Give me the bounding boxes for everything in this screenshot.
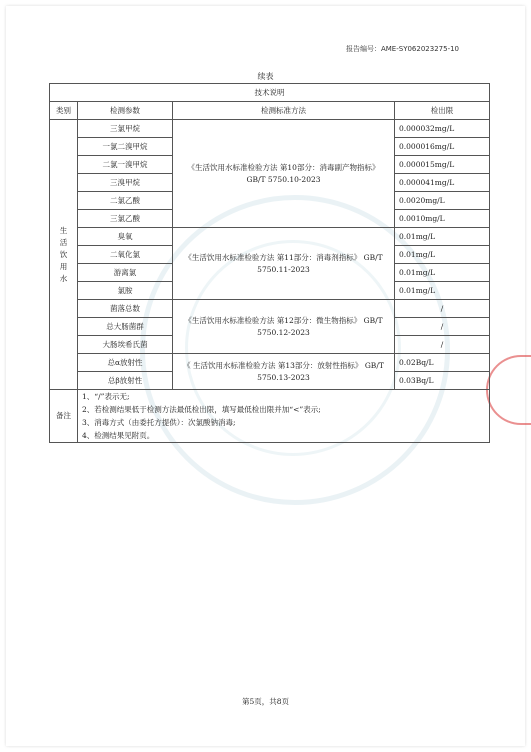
- param-cell: 游离氯: [78, 264, 173, 282]
- page-footer: 第5页，共8页: [241, 697, 290, 706]
- param-cell: 三氯乙酸: [78, 210, 173, 228]
- method-cell: 《 生活饮用水标准检验方法 第13部分：放射性指标》 GB/T 5750.13-2023: [173, 354, 395, 390]
- param-cell: 总β放射性: [78, 372, 173, 390]
- limit-cell: 0.0020mg/L: [395, 192, 490, 210]
- limit-cell: 0.01mg/L: [395, 228, 490, 246]
- limit-cell: 0.01mg/L: [395, 246, 490, 264]
- column-header-category: 类别: [50, 102, 78, 120]
- limit-cell: 0.02Bq/L: [395, 354, 490, 372]
- param-cell: 三溴甲烷: [78, 174, 173, 192]
- category-cell: [50, 120, 78, 390]
- limit-cell: 0.01mg/L: [395, 282, 490, 300]
- param-cell: 一氯二溴甲烷: [78, 138, 173, 156]
- notes-row: [50, 390, 490, 443]
- table-row: [50, 300, 490, 318]
- note-item: 2、若检测结果低于检测方法最低检出限，填写最低检出限并加“<”表示;: [82, 405, 321, 414]
- table-row: [50, 354, 490, 372]
- param-cell: 总α放射性: [78, 354, 173, 372]
- limit-cell: 0.01mg/L: [395, 264, 490, 282]
- notes-label: 备注: [50, 390, 78, 443]
- note-item: 4、检测结果见附页。: [82, 431, 155, 440]
- method-cell: 《生活饮用水标准检验方法 第11部分：消毒剂指标》 GB/T 5750.11-2023: [173, 228, 395, 300]
- param-cell: 二氯乙酸: [78, 192, 173, 210]
- param-cell: 氯胺: [78, 282, 173, 300]
- limit-cell: 0.000032mg/L: [395, 120, 490, 138]
- limit-cell: /: [395, 300, 490, 318]
- limit-cell: 0.000041mg/L: [395, 174, 490, 192]
- column-header-parameter: 检测参数: [78, 102, 173, 120]
- section-header: 技术说明: [50, 84, 490, 102]
- limit-cell: /: [395, 336, 490, 354]
- continued-table-title: 续表: [257, 72, 274, 81]
- method-cell: 《生活饮用水标准检验方法 第10部分：消毒副产物指标》 GB/T 5750.10-2023: [173, 120, 395, 228]
- param-cell: 大肠埃希氏菌: [78, 336, 173, 354]
- report-number: 报告编号：AME-SY062023275-10: [345, 45, 459, 53]
- param-cell: 二氯一溴甲烷: [78, 156, 173, 174]
- limit-cell: /: [395, 318, 490, 336]
- technical-description-table: [49, 83, 490, 443]
- column-header-limit: 检出限: [395, 102, 490, 120]
- method-cell: 《生活饮用水标准检验方法 第12部分：微生物指标》 GB/T 5750.12-2023: [173, 300, 395, 354]
- category-label: 生活饮用水: [59, 225, 68, 283]
- param-cell: 臭氧: [78, 228, 173, 246]
- param-cell: 总大肠菌群: [78, 318, 173, 336]
- limit-cell: 0.0010mg/L: [395, 210, 490, 228]
- param-cell: 菌落总数: [78, 300, 173, 318]
- table-row: [50, 120, 490, 138]
- limit-cell: 0.03Bq/L: [395, 372, 490, 390]
- param-cell: 二氧化氯: [78, 246, 173, 264]
- note-item: 3、消毒方式（由委托方提供）：次氯酸钠消毒;: [82, 418, 236, 427]
- limit-cell: 0.000015mg/L: [395, 156, 490, 174]
- table-row: [50, 228, 490, 246]
- notes-cell: [78, 390, 490, 443]
- note-item: 1、“/”表示无;: [82, 392, 130, 401]
- limit-cell: 0.000016mg/L: [395, 138, 490, 156]
- column-header-method: 检测标准方法: [173, 102, 395, 120]
- param-cell: 三氯甲烷: [78, 120, 173, 138]
